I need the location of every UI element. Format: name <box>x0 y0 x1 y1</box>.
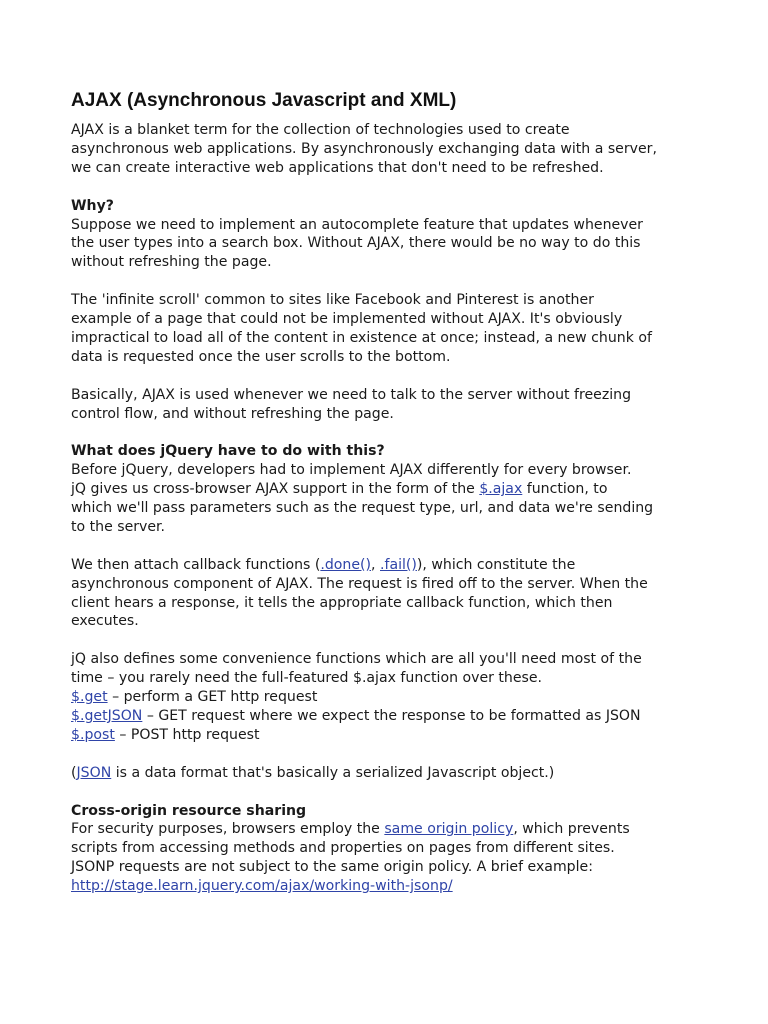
jquery-p1-line: to the server. <box>71 518 166 535</box>
why-p3-line: control flow, and without refreshing the page. <box>71 405 394 422</box>
same-origin-policy-link[interactable]: same origin policy <box>384 821 514 838</box>
jquery-paragraph-1 <box>71 461 711 537</box>
text: , which prevents <box>513 821 630 838</box>
cors-paragraph <box>71 820 711 896</box>
page-title: AJAX (Asynchronous Javascript and XML) <box>71 90 457 111</box>
json-link[interactable]: JSON <box>76 764 112 781</box>
intro-line: AJAX is a blanket term for the collection of technologies used to create <box>71 122 570 138</box>
jquery-p2-line: executes. <box>71 613 139 630</box>
jquery-p3-line: time – you rarely need the full-featured $.ajax function over these. <box>71 670 543 687</box>
cors-heading: Cross-origin resource sharing <box>71 802 307 819</box>
intro-paragraph <box>71 121 711 178</box>
fail-link[interactable]: .fail() <box>380 556 417 573</box>
why-paragraph-1 <box>71 216 711 273</box>
why-heading: Why? <box>71 197 114 214</box>
document-page <box>71 88 711 896</box>
cors-line: JSONP requests are not subject to the same origin policy. A brief example: <box>71 859 593 876</box>
text: We then attach callback functions ( <box>71 556 321 573</box>
get-link[interactable]: $.get <box>71 689 108 706</box>
text: jQ gives us cross-browser AJAX support in the form of the <box>71 481 480 498</box>
intro-line: we can create interactive web applications that don't need to be refreshed. <box>71 159 604 176</box>
why-p1-line: without refreshing the page. <box>71 254 272 271</box>
function-desc: – perform a GET http request <box>107 689 318 706</box>
ajax-link[interactable]: $.ajax <box>479 481 523 498</box>
intro-line: asynchronous web applications. By asynchronously exchanging data with a server, <box>71 140 657 157</box>
jquery-p1-line <box>71 480 711 499</box>
cors-line: scripts from accessing methods and properties on pages from different sites. <box>71 840 615 857</box>
why-p3-line: Basically, AJAX is used whenever we need to talk to the server without freezing <box>71 386 632 403</box>
function-item <box>71 707 711 726</box>
json-note <box>71 764 711 783</box>
function-item <box>71 688 711 707</box>
text: ( <box>71 764 77 781</box>
jquery-heading: What does jQuery have to do with this? <box>71 443 385 460</box>
text: function, to <box>522 481 608 498</box>
why-paragraph-3 <box>71 386 711 424</box>
jquery-paragraph-2 <box>71 556 711 632</box>
jquery-p3-line: jQ also defines some convenience functions which are all you'll need most of the <box>71 651 642 668</box>
why-paragraph-2 <box>71 291 711 367</box>
jquery-p2-line <box>71 556 711 575</box>
jsonp-example-link[interactable]: http://stage.learn.jquery.com/ajax/working-with-jsonp/ <box>71 878 453 895</box>
why-p2-line: impractical to load all of the content in existence at once; instead, a new chunk of <box>71 329 652 346</box>
text: is a data format that's basically a serialized Javascript object.) <box>111 764 555 781</box>
text: , <box>371 556 380 573</box>
why-p1-line: the user types into a search box. Without AJAX, there would be no way to do this <box>71 235 641 252</box>
why-p2-line: example of a page that could not be implemented without AJAX. It's obviously <box>71 311 623 328</box>
why-p2-line: The 'infinite scroll' common to sites like Facebook and Pinterest is another <box>71 292 594 309</box>
function-desc: – POST http request <box>114 726 260 743</box>
text: For security purposes, browsers employ the <box>71 821 385 838</box>
cors-line <box>71 877 711 896</box>
why-p2-line: data is requested once the user scrolls to the bottom. <box>71 348 451 365</box>
why-p1-line: Suppose we need to implement an autocomplete feature that updates whenever <box>71 216 643 233</box>
jquery-p2-line: client hears a response, it tells the appropriate callback function, which then <box>71 594 613 611</box>
getjson-link[interactable]: $.getJSON <box>71 708 143 724</box>
jquery-paragraph-3 <box>71 650 711 745</box>
jquery-p1-line: which we'll pass parameters such as the request type, url, and data we're sending <box>71 500 654 517</box>
jquery-p1-line: Before jQuery, developers had to implement AJAX differently for every browser. <box>71 462 632 479</box>
done-link[interactable]: .done() <box>320 556 372 573</box>
cors-line <box>71 820 711 839</box>
function-item <box>71 726 711 745</box>
jquery-p2-line: asynchronous component of AJAX. The request is fired off to the server. When the <box>71 575 648 592</box>
post-link[interactable]: $.post <box>71 726 115 743</box>
text: ), which constitute the <box>416 556 576 573</box>
function-desc: – GET request where we expect the response to be formatted as JSON <box>142 708 641 724</box>
